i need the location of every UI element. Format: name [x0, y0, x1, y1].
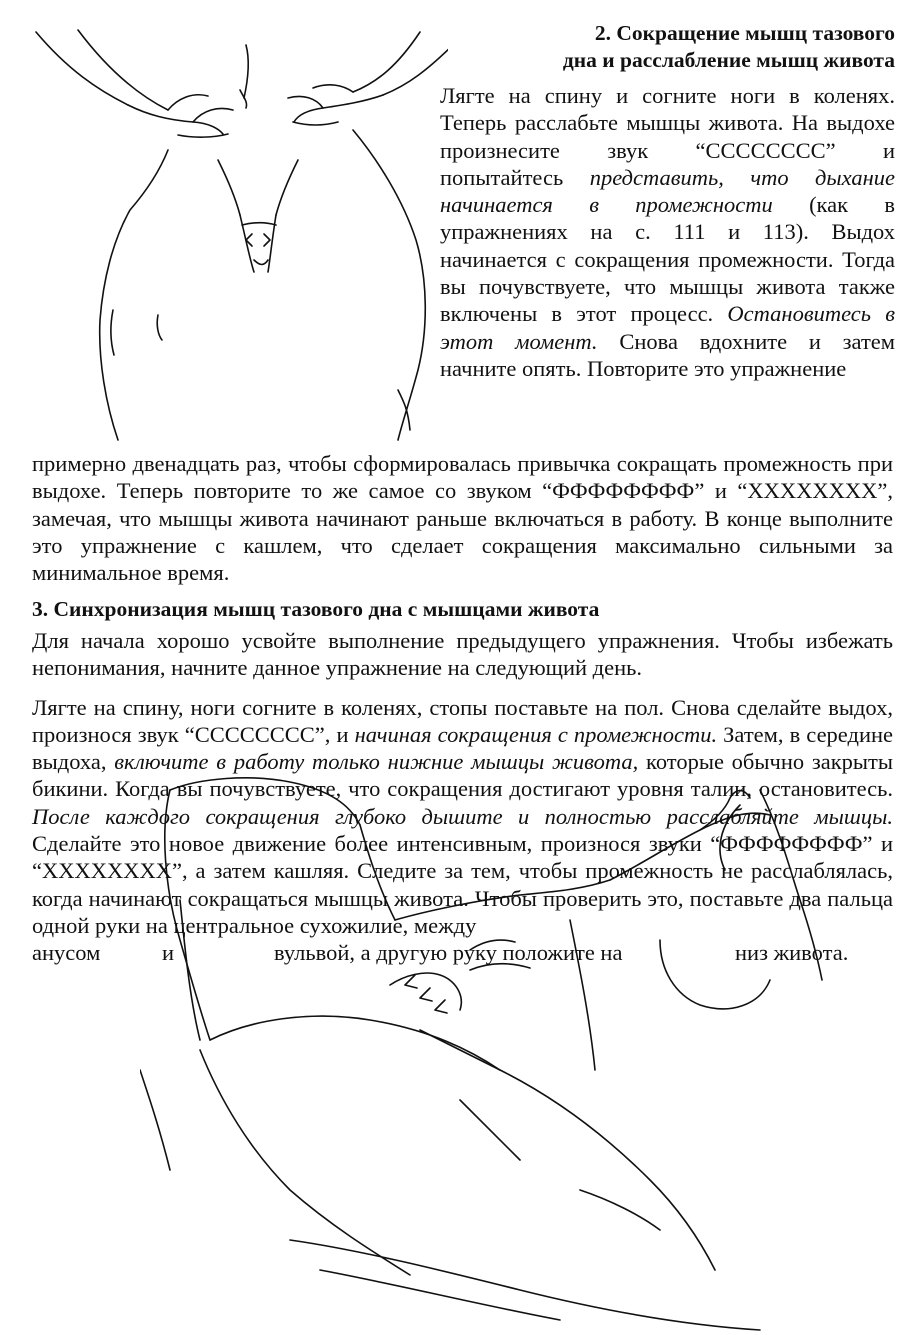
text-run: низ живота. — [735, 940, 849, 966]
section-2-top-block — [440, 20, 895, 382]
text-run: вульвой, а другую руку положите на — [274, 940, 623, 966]
section-2-title — [440, 20, 895, 74]
section-3-title: 3. Синхронизация мышц тазового дна с мышцами живота — [32, 597, 600, 621]
section-2-continuation — [32, 450, 893, 586]
text-run: Затем, в середине выдоха, — [32, 721, 894, 775]
section-2-title-line-1: 2. Сокращение мышц тазового — [594, 21, 895, 45]
italic-run: Остановитесь в этот момент. — [440, 301, 895, 354]
text-run: Снова вдохните и затем начните опять. Повторите это упражнение — [440, 328, 896, 381]
italic-run: После каждого сокращения глубоко дышите и полностью расслабляйте мышцы. — [32, 803, 893, 829]
text-run: Лягте на спину и согните ноги в коленях. Теперь расслабьте мышцы живота. На выдохе произнесите звук “СССССССС” и попытайтесь — [440, 83, 895, 190]
pelvic-floor-illustration-top — [18, 10, 448, 460]
text-run: и — [162, 940, 175, 966]
text-run: которые обычно закрыты бикини. Когда вы почувствуете, что сокращения достигают уровня талии, остановитесь. — [32, 749, 893, 802]
section-2-paragraph-1 — [440, 82, 895, 382]
italic-run: начиная сокращения с промежности. — [354, 721, 718, 747]
italic-run: представить, что дыхание начинается в промежности — [440, 164, 896, 218]
section-3-paragraph-1: Для начала хорошо усвойте выполнение предыдущего упражнения. Чтобы избежать непонимания, начните данное упражнение на следующий день. — [32, 628, 893, 681]
text-run: Сделайте это новое движение более интенсивным, произнося звуки “ФФФФФФФФ” и “ХХХХХХХХ”, а затем кашляя. Следите за тем, чтобы промежность не расслаблялась, когда начинают сокращаться мышцы живота. Чтобы проверить это, поставьте два пальца одной руки на центральное сухожилие, между — [32, 831, 893, 938]
text-run: (как в упражнениях на с. 111 и 113). Выдох начинается с сокращения промежности. Тогда вы почувствуете, что мышцы живота также включены в этот процесс. — [440, 192, 895, 327]
text-run: Лягте на спину, ноги согните в коленях, стопы поставьте на пол. Снова сделайте выдох, произнося звук “СССССССС”, и — [32, 694, 893, 747]
section-2-title-line-2: дна и расслабление мышц живота — [562, 48, 895, 72]
synchronization-exercise-illustration — [140, 770, 840, 1335]
text-run: анусом — [32, 940, 101, 966]
section-2-paragraph-2: примерно двенадцать раз, чтобы сформировалась привычка сокращать промежность при выдохе. Теперь повторите то же самое со звуком “ФФФФФФФФ” и “ХХХХХХХХ”, замечая, что мышцы живота начинают раньше включаться в работу. В конце выполните это упражнение с кашлем, что сделает сокращения максимально сильными за минимальное время. — [32, 451, 893, 586]
italic-run: включите в работу только нижние мышцы живота, — [114, 749, 639, 775]
